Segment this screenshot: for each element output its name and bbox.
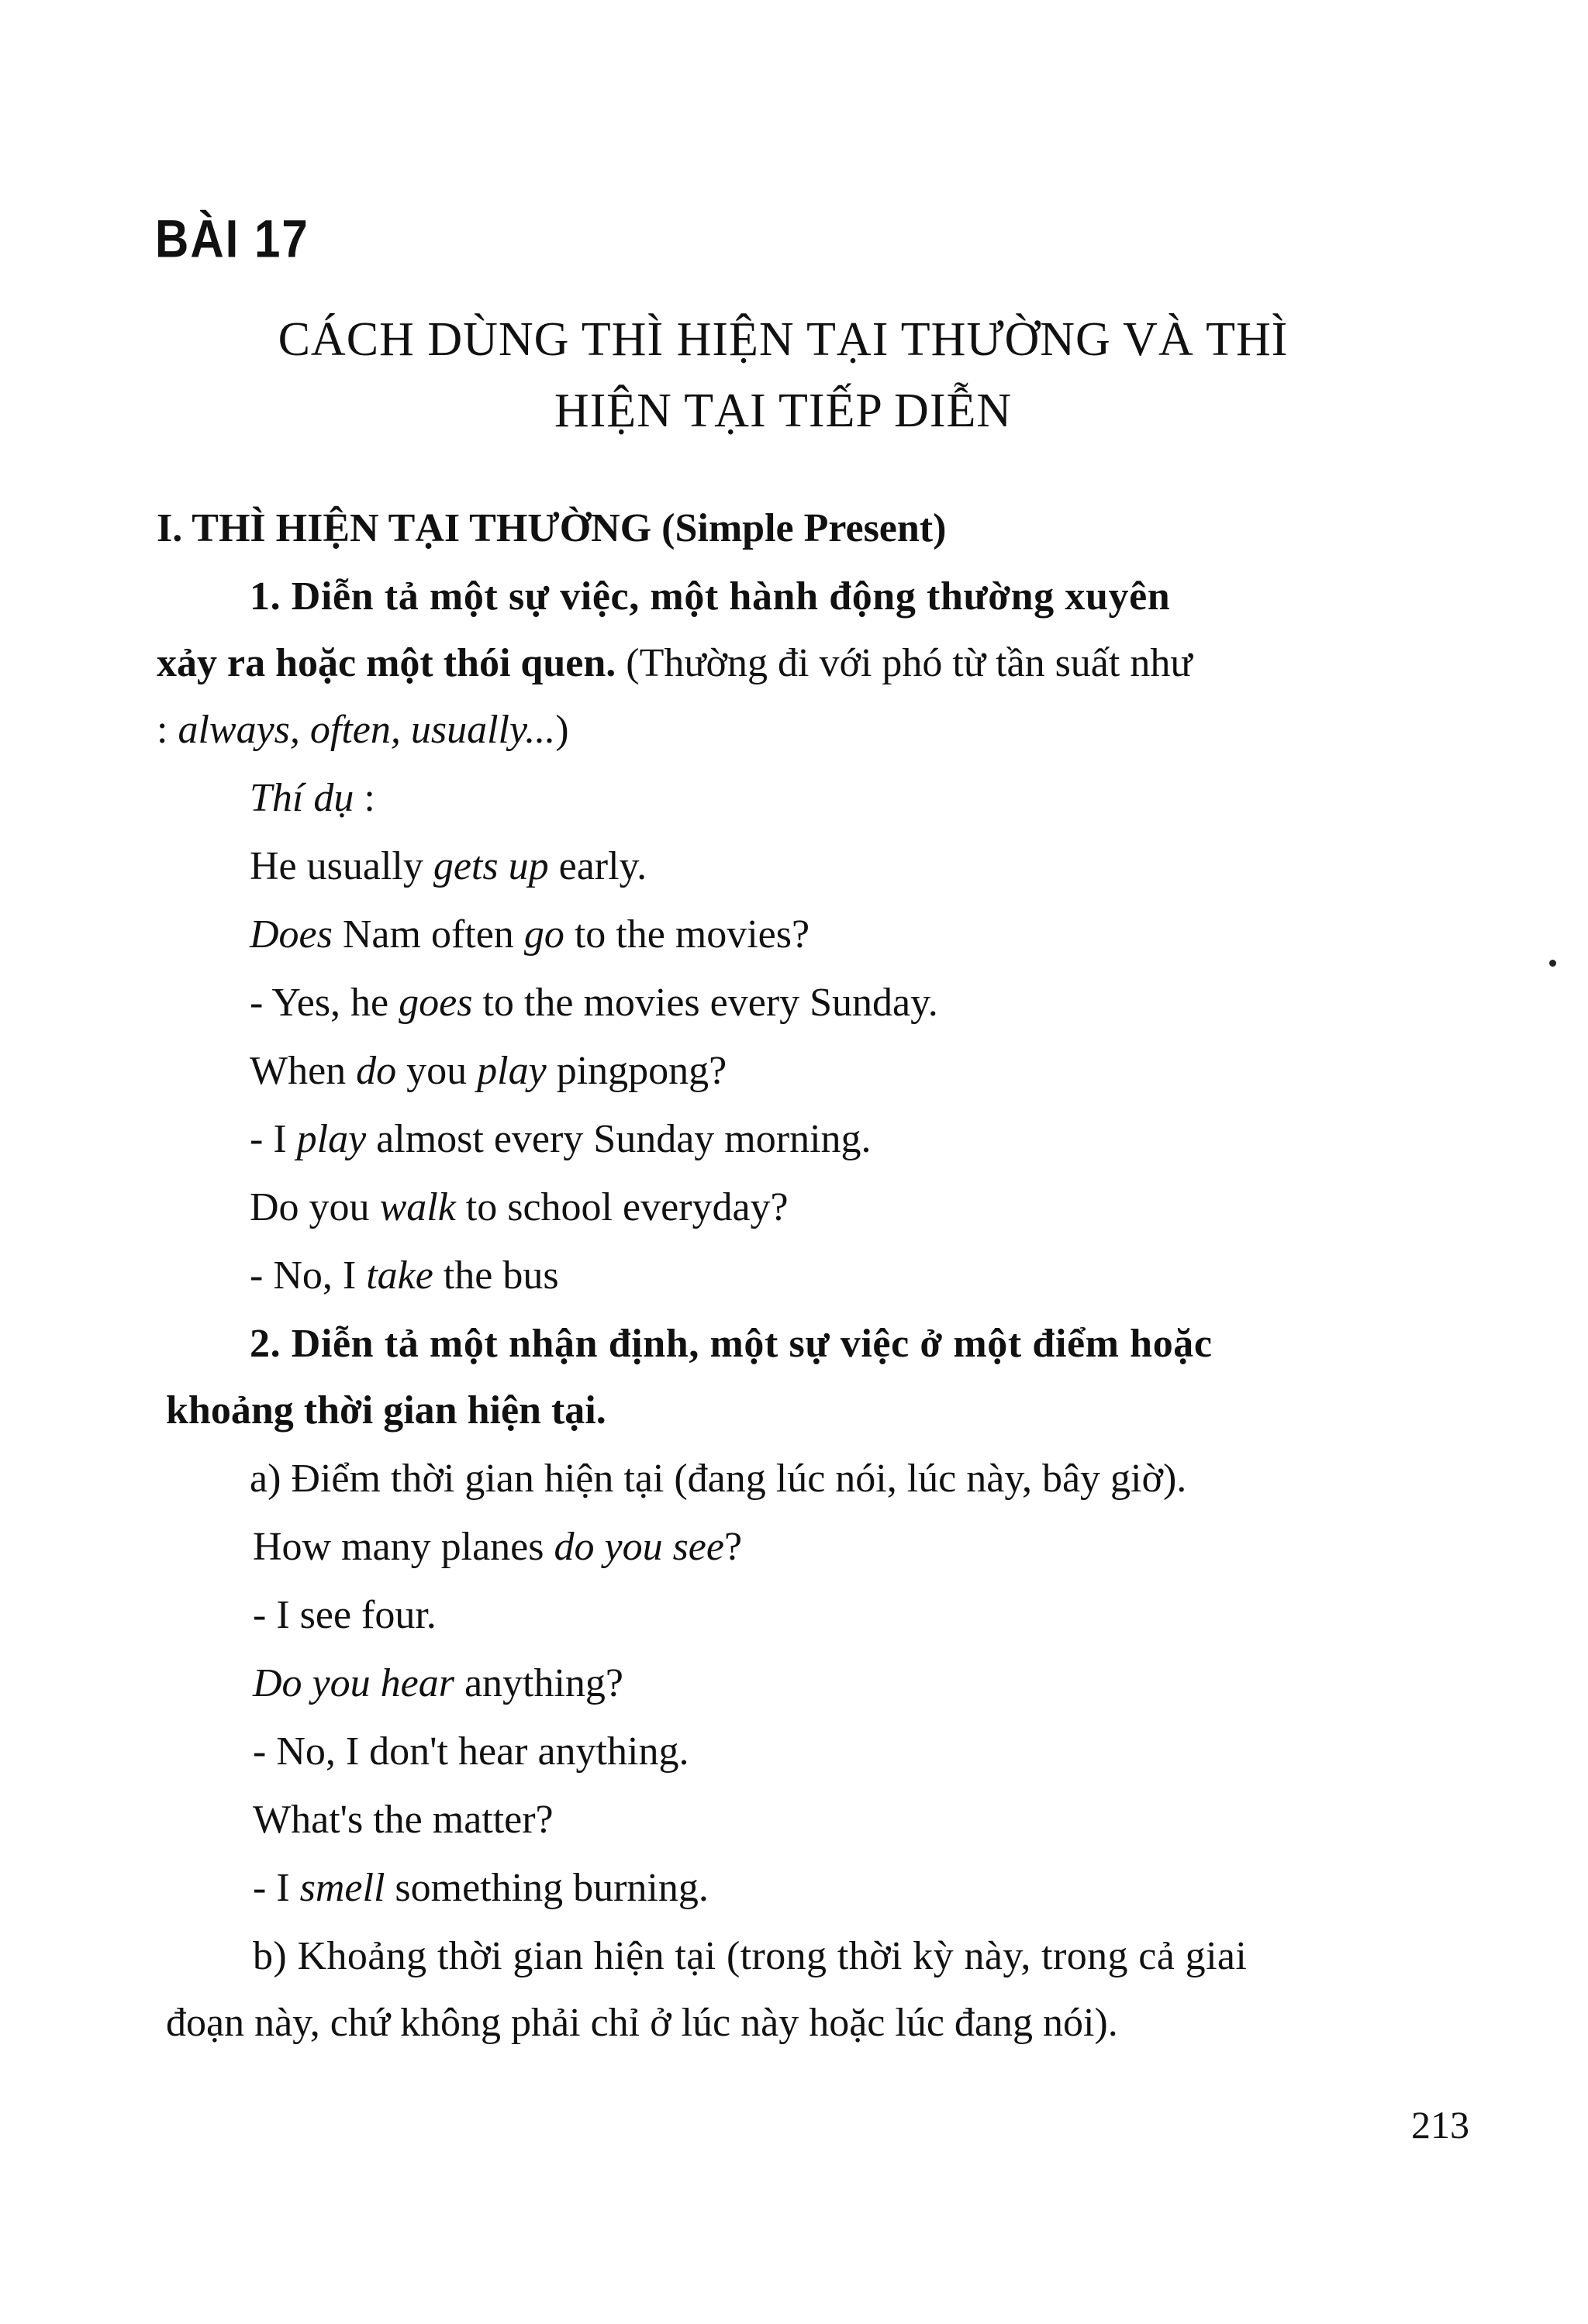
example-line [253, 1865, 709, 1912]
example-text: He usually [250, 844, 433, 888]
lesson-label: BÀI 17 [155, 209, 309, 269]
closing-paren: ) [555, 708, 569, 752]
example-text: to the movies every Sunday. [472, 981, 938, 1025]
example-verb: smell [299, 1866, 385, 1910]
sub-point-b-line-1: b) Khoảng thời gian hiện tại (trong thời kỳ này, trong cả giai [253, 1934, 1248, 1978]
example-text: How many planes [253, 1525, 554, 1569]
chapter-title-line-2: HIỆN TẠI TIẾP DIỄN [554, 384, 1013, 437]
example-line [253, 1524, 742, 1571]
example-text: Nam often [332, 912, 524, 957]
example-line [250, 980, 938, 1026]
example-text: - I [250, 1117, 297, 1161]
example-text: anything? [454, 1661, 624, 1705]
example-verb: take [366, 1253, 433, 1298]
example-colon: : [354, 776, 375, 820]
example-verb: play [296, 1117, 367, 1161]
example-verb: Do you hear [253, 1661, 454, 1705]
example-verb: gets up [433, 844, 549, 888]
example-verb: Does [250, 912, 333, 957]
point-2-line-1: 2. Diễn tả một nhận định, một sự việc ở một điểm hoặc [250, 1322, 1213, 1366]
example-text: something burning. [385, 1866, 709, 1910]
example-line [250, 1253, 559, 1299]
example-text: the bus [433, 1253, 559, 1298]
example-verb: walk [379, 1185, 456, 1229]
sub-point-a: a) Điểm thời gian hiện tại (đang lúc nói, lúc này, bây giờ). [250, 1457, 1187, 1501]
adverb-list: always, often, usually... [178, 708, 556, 752]
example-line [250, 1116, 872, 1163]
example-line: What's the matter? [253, 1798, 554, 1842]
example-line [250, 843, 647, 890]
example-text: to the movies? [564, 912, 810, 957]
point-1-plain-text: (Thường đi với phó từ tần suất như [616, 641, 1193, 685]
point-1-bold-text: xảy ra hoặc một thói quen. [157, 641, 616, 685]
example-line: - No, I don't hear anything. [253, 1729, 689, 1774]
example-label-text: Thí dụ [250, 776, 354, 820]
point-2-line-2: khoảng thời gian hiện tại. [166, 1388, 606, 1433]
example-line [250, 1048, 727, 1095]
example-line: - I see four. [253, 1593, 437, 1637]
example-text: pingpong? [546, 1049, 727, 1093]
print-speck [1549, 960, 1556, 967]
section-heading: I. THÌ HIỆN TẠI THƯỜNG (Simple Present) [157, 506, 947, 550]
example-text: early. [548, 844, 647, 888]
example-verb: go [523, 912, 564, 957]
example-verb: do you see [554, 1525, 724, 1569]
example-text: to school everyday? [455, 1185, 789, 1229]
example-text: When [250, 1049, 357, 1093]
example-text: - No, I [250, 1253, 367, 1298]
point-1-line-3 [157, 707, 569, 753]
example-text: you [396, 1049, 478, 1093]
page-number: 213 [1411, 2103, 1469, 2146]
colon-prefix: : [157, 708, 178, 752]
example-line [250, 1184, 789, 1231]
point-1-line-2 [157, 640, 1193, 687]
example-text: Do you [250, 1185, 380, 1229]
example-verb: goes [399, 981, 473, 1025]
example-text: ? [723, 1525, 743, 1569]
example-text: - Yes, he [250, 981, 399, 1025]
sub-point-b-line-2: đoạn này, chứ không phải chỉ ở lúc này hoặc lúc đang nói). [166, 2001, 1118, 2045]
point-1-line-1: 1. Diễn tả một sự việc, một hành động thường xuyên [250, 574, 1171, 619]
example-text: - I [253, 1866, 300, 1910]
chapter-title-line-1: CÁCH DÙNG THÌ HIỆN TẠI THƯỜNG VÀ THÌ [278, 313, 1289, 366]
example-verb: do [356, 1049, 397, 1093]
example-line [253, 1660, 623, 1707]
example-text: almost every Sunday morning. [366, 1117, 872, 1161]
example-verb: play [477, 1049, 547, 1093]
example-line [250, 912, 810, 958]
chapter-title [155, 304, 1411, 447]
example-label [250, 775, 375, 822]
